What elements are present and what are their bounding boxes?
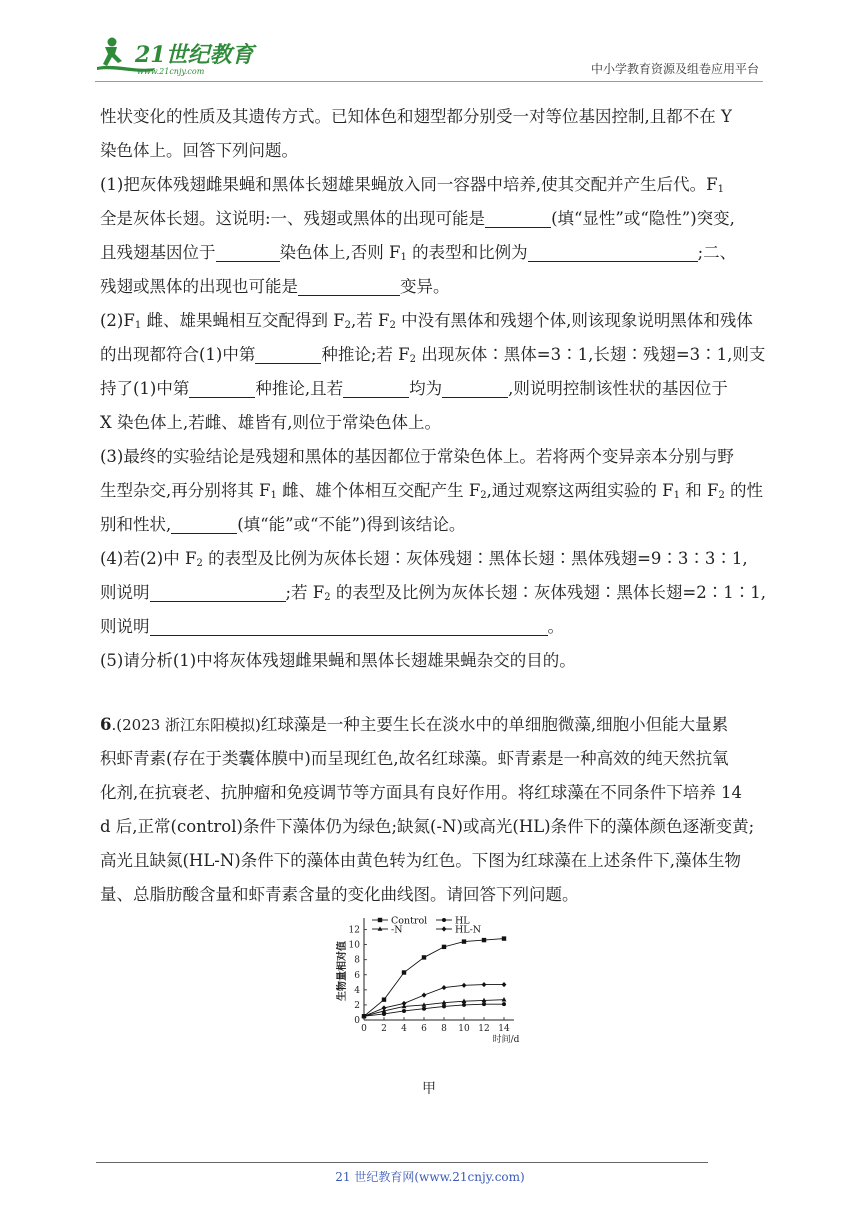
y-axis-label: 生物量相对值 <box>337 941 348 1001</box>
data-point-hl-n <box>482 982 487 987</box>
data-point-control <box>442 945 446 949</box>
data-point-control <box>462 939 466 943</box>
data-point-hl <box>482 1002 486 1006</box>
answer-blank[interactable] <box>298 275 400 296</box>
data-point-control <box>502 936 506 940</box>
page-header <box>95 30 763 82</box>
answer-blank[interactable] <box>216 241 280 262</box>
answer-blank[interactable] <box>171 513 237 534</box>
x-tick-label: 8 <box>441 1024 447 1034</box>
data-point-hl <box>402 1009 406 1013</box>
legend-label-n: -N <box>391 924 403 936</box>
header-divider <box>95 81 763 82</box>
data-point-control <box>482 938 486 942</box>
svg-text:www.21cnjy.com: www.21cnjy.com <box>137 67 205 76</box>
x-tick-label: 10 <box>458 1024 470 1034</box>
answer-blank[interactable] <box>442 377 508 398</box>
answer-blank[interactable] <box>189 377 255 398</box>
y-tick-label: 2 <box>354 1000 360 1011</box>
y-tick-label: 10 <box>348 940 360 951</box>
data-point-control <box>402 970 406 974</box>
data-point-hl-n <box>462 983 467 988</box>
legend-marker-hl <box>442 918 446 922</box>
answer-blank[interactable] <box>150 615 548 636</box>
question-3: (3)最终的实验结论是残翅和黑体的基因都位于常染色体上。若将两个变异亲本分别与野 生型杂交,再分别将其 $F_1$ 雌、雄个体相互交配产生 $F_2$,通过观察这两组实验的 $F_1$ 和 $F_2$ 的性 别和性状, (填“能”或“不能”)得到该结论。 <box>100 447 764 534</box>
answer-blank[interactable] <box>255 343 321 364</box>
data-point-hl-n <box>382 1005 387 1010</box>
y-tick-label: 12 <box>348 925 360 936</box>
intro-paragraph: 性状变化的性质及其遗传方式。已知体色和翅型都分别受一对等位基因控制,且都不在 Y 染色体上。回答下列问题。 <box>100 107 732 160</box>
data-point-hl-n <box>402 1001 407 1006</box>
x-tick-label: 2 <box>381 1024 387 1034</box>
biomass-line-chart <box>336 912 526 1062</box>
legend-marker-hl-n <box>442 926 447 931</box>
y-tick-label: 4 <box>354 985 360 996</box>
legend-label-hl: HL <box>455 915 470 927</box>
data-point-hl-n <box>422 993 427 998</box>
page-footer: 21 世纪教育网(www.21cnjy.com) <box>335 1170 525 1184</box>
footer-divider <box>96 1162 708 1163</box>
question-6: 6.(2023 浙江东阳模拟)红球藻是一种主要生长在淡水中的单细胞微藻,细胞小但能大量累 积虾青素(存在于类囊体膜中)而呈现红色,故名红球藻。虾青素是一种高效的纯天然抗氧 化剂,在抗衰老、抗肿瘤和免疫调节等方面具有良好作用。将红球藻在不同条件下培养 14 d 后,正常(control)条件下藻体仍为绿色;缺氮(-N)或高光(HL)条件下的藻体颜色逐渐变黄; 高光且缺氮(HL-N)条件下的藻体由黄色转为红色。下图为红球藻在上述条件下,藻体生物 量、总脂肪酸含量和虾青素含量的变化曲线图。请回答下列问题。 <box>100 715 755 904</box>
legend-label-hl-n: HL-N <box>455 924 482 936</box>
answer-blank[interactable] <box>343 377 409 398</box>
question-1: (1)把灰体残翅雌果蝇和黑体长翅雄果蝇放入同一容器中培养,使其交配并产生后代。$F_1$ 全是灰体长翅。这说明:一、残翅或黑体的出现可能是 (填“显性”或“隐性”)突变, 且残翅基因位于 染色体上,否则 $F_1$ 的表型和比例为 ;二、 残翅或黑体的出现也可能是 变异。 <box>100 175 737 296</box>
legend-label-control: Control <box>391 915 428 927</box>
x-tick-label: 14 <box>498 1024 510 1034</box>
data-point-hl <box>462 1003 466 1007</box>
data-point-hl-n <box>442 985 447 990</box>
document-body <box>100 100 768 912</box>
data-point-hl <box>502 1002 506 1006</box>
answer-blank[interactable] <box>528 241 698 262</box>
data-point-control <box>382 997 386 1001</box>
x-axis-label: 时间/d <box>492 1035 520 1045</box>
data-point-hl <box>442 1004 446 1008</box>
x-tick-label: 12 <box>478 1024 490 1034</box>
data-point-n <box>502 997 507 1001</box>
x-tick-label: 6 <box>421 1024 427 1034</box>
data-point-hl <box>422 1007 426 1011</box>
data-point-hl-n <box>502 982 507 987</box>
platform-title: 中小学教育资源及组卷应用平台 <box>590 62 759 76</box>
y-tick-label: 6 <box>354 970 360 981</box>
site-logo <box>95 36 265 76</box>
data-point-control <box>422 955 426 959</box>
answer-blank[interactable] <box>485 207 551 228</box>
question-5: (5)请分析(1)中将灰体残翅雌果蝇和黑体长翅雄果蝇杂交的目的。 <box>100 651 576 670</box>
legend-marker-control <box>378 918 382 922</box>
x-tick-label: 4 <box>401 1024 407 1034</box>
y-tick-label: 0 <box>354 1016 360 1026</box>
y-tick-label: 8 <box>354 955 360 966</box>
svg-text:21世纪教育: 21世纪教育 <box>135 42 254 68</box>
answer-blank[interactable] <box>150 581 286 602</box>
question-2: $(2)F_1$ 雌、雄果蝇相互交配得到 $F_2$,若 $F_2$ 中没有黑体和残翅个体,则该现象说明黑体和残体 的出现都符合(1)中第 种推论;若 $F_2$ 出现灰体∶黑体=3∶1,长翅∶残翅=3∶1,则支 持了(1)中第 种推论,且若 均为 ,则说明控制该性状的基因位于 X 染色体上,若雌、雄皆有,则位于常染色体上。 <box>100 311 766 432</box>
figure-caption: 甲 <box>422 1081 436 1097</box>
question-4: (4)若(2)中 $F_2$ 的表型及比例为灰体长翅∶灰体残翅∶黑体长翅∶黑体残翅=9∶3∶3∶1, 则说明 ;若 $F_2$ 的表型及比例为灰体长翅∶灰体残翅∶黑体长翅=2∶1∶1, 则说明 。 <box>100 549 766 636</box>
x-tick-label: 0 <box>361 1024 367 1034</box>
